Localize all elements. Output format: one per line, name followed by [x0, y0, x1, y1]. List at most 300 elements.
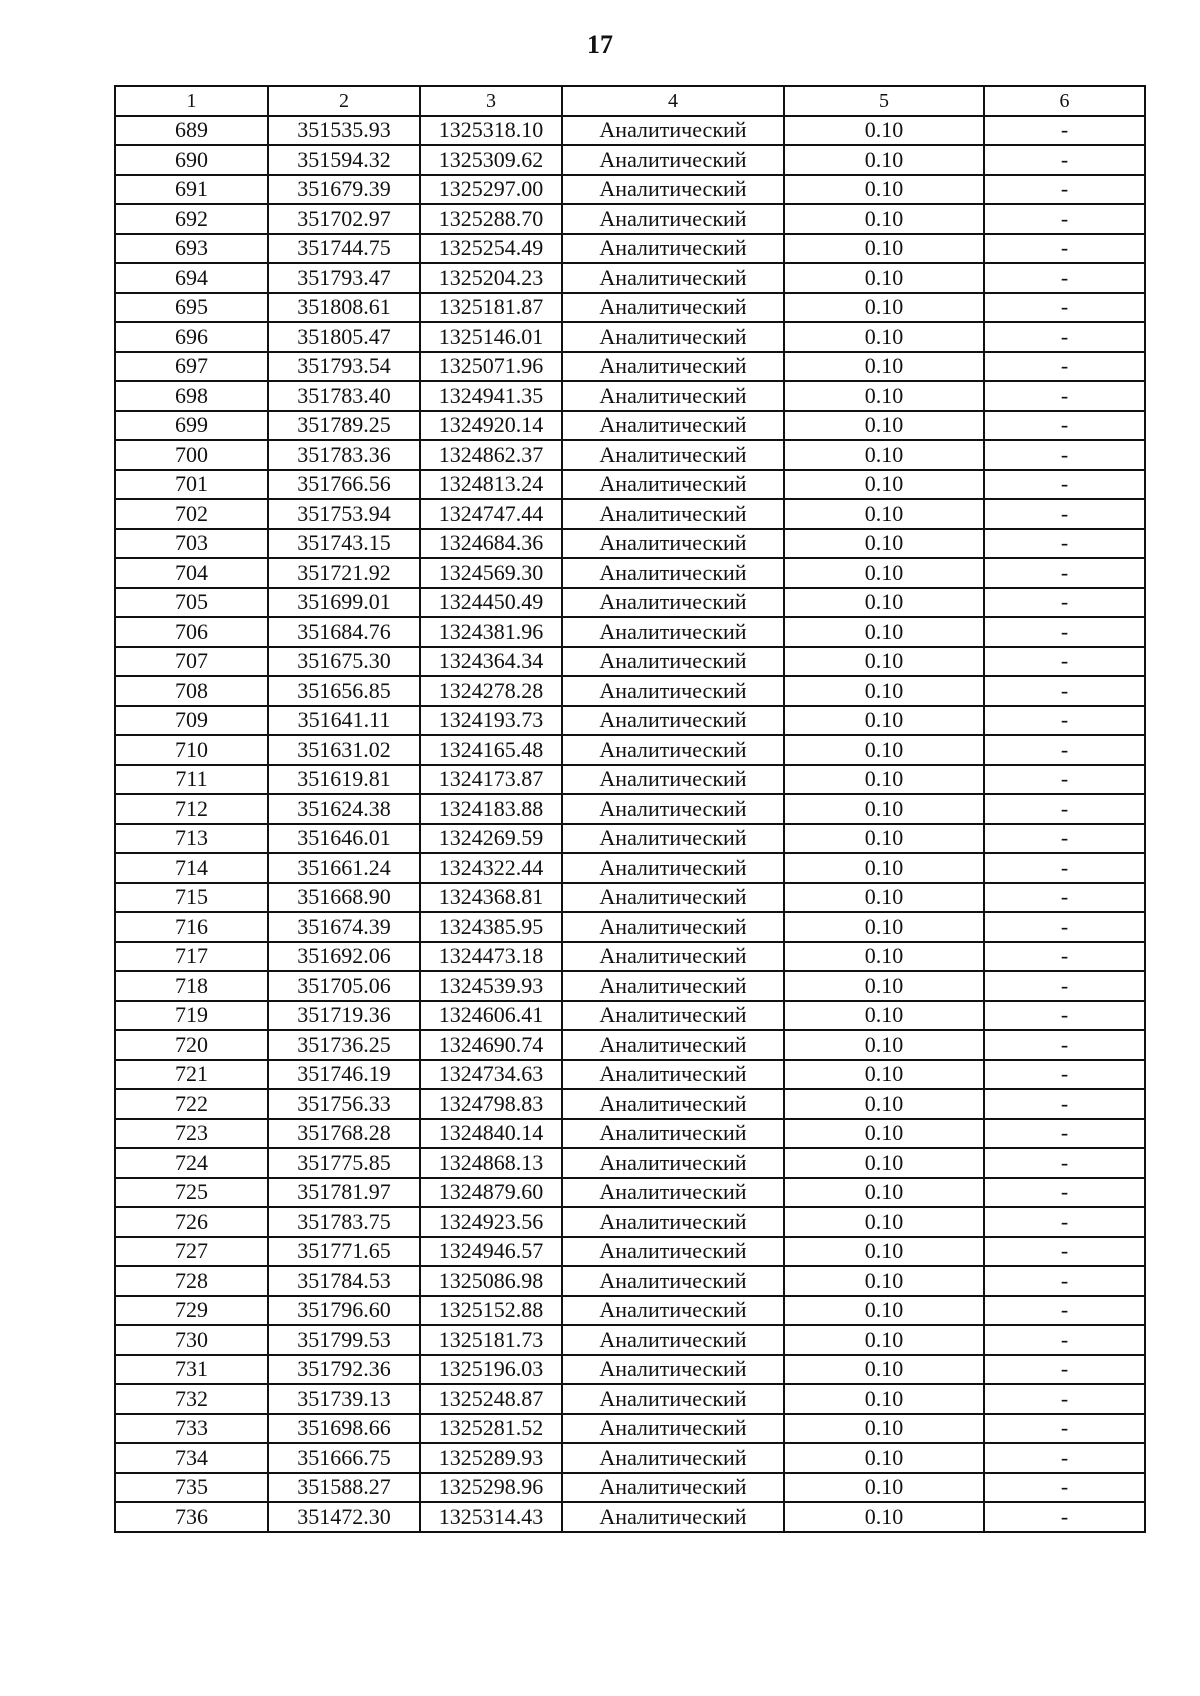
accuracy-cell: 0.10: [784, 971, 984, 1001]
note-cell: -: [984, 853, 1145, 883]
column-header: 6: [984, 86, 1145, 116]
table-row: [115, 794, 1145, 824]
accuracy-cell: 0.10: [784, 263, 984, 293]
table-row: [115, 765, 1145, 795]
point-number-cell: 722: [115, 1089, 268, 1119]
method-cell: Аналитический: [562, 706, 784, 736]
table-row: [115, 1296, 1145, 1326]
y-coordinate-cell: 1324381.96: [420, 617, 562, 647]
x-coordinate-cell: 351783.75: [268, 1207, 420, 1237]
x-coordinate-cell: 351793.54: [268, 352, 420, 382]
table-row: [115, 735, 1145, 765]
table-row: [115, 1237, 1145, 1267]
table-row: [115, 706, 1145, 736]
y-coordinate-cell: 1325289.93: [420, 1443, 562, 1473]
note-cell: -: [984, 617, 1145, 647]
point-number-cell: 725: [115, 1178, 268, 1208]
accuracy-cell: 0.10: [784, 499, 984, 529]
x-coordinate-cell: 351666.75: [268, 1443, 420, 1473]
table-row: [115, 116, 1145, 146]
y-coordinate-cell: 1324684.36: [420, 529, 562, 559]
note-cell: -: [984, 676, 1145, 706]
table-row: [115, 1148, 1145, 1178]
x-coordinate-cell: 351624.38: [268, 794, 420, 824]
y-coordinate-cell: 1324450.49: [420, 588, 562, 618]
point-number-cell: 728: [115, 1266, 268, 1296]
point-number-cell: 721: [115, 1060, 268, 1090]
y-coordinate-cell: 1324368.81: [420, 883, 562, 913]
point-number-cell: 699: [115, 411, 268, 441]
table-row: [115, 499, 1145, 529]
y-coordinate-cell: 1324278.28: [420, 676, 562, 706]
note-cell: -: [984, 1502, 1145, 1532]
accuracy-cell: 0.10: [784, 1178, 984, 1208]
x-coordinate-cell: 351739.13: [268, 1384, 420, 1414]
y-coordinate-cell: 1324868.13: [420, 1148, 562, 1178]
x-coordinate-cell: 351781.97: [268, 1178, 420, 1208]
note-cell: -: [984, 1414, 1145, 1444]
note-cell: -: [984, 1237, 1145, 1267]
column-header: 1: [115, 86, 268, 116]
y-coordinate-cell: 1324569.30: [420, 558, 562, 588]
table-row: [115, 293, 1145, 323]
table-row: [115, 1207, 1145, 1237]
table-row: [115, 1325, 1145, 1355]
accuracy-cell: 0.10: [784, 1001, 984, 1031]
note-cell: -: [984, 1355, 1145, 1385]
y-coordinate-cell: 1324840.14: [420, 1119, 562, 1149]
point-number-cell: 734: [115, 1443, 268, 1473]
table-row: [115, 1089, 1145, 1119]
point-number-cell: 703: [115, 529, 268, 559]
point-number-cell: 731: [115, 1355, 268, 1385]
point-number-cell: 691: [115, 175, 268, 205]
y-coordinate-cell: 1324173.87: [420, 765, 562, 795]
y-coordinate-cell: 1325204.23: [420, 263, 562, 293]
point-number-cell: 704: [115, 558, 268, 588]
accuracy-cell: 0.10: [784, 234, 984, 264]
y-coordinate-cell: 1325152.88: [420, 1296, 562, 1326]
table-row: [115, 529, 1145, 559]
y-coordinate-cell: 1325318.10: [420, 116, 562, 146]
note-cell: -: [984, 1119, 1145, 1149]
method-cell: Аналитический: [562, 411, 784, 441]
accuracy-cell: 0.10: [784, 883, 984, 913]
note-cell: -: [984, 381, 1145, 411]
x-coordinate-cell: 351736.25: [268, 1030, 420, 1060]
x-coordinate-cell: 351719.36: [268, 1001, 420, 1031]
x-coordinate-cell: 351588.27: [268, 1473, 420, 1503]
method-cell: Аналитический: [562, 529, 784, 559]
method-cell: Аналитический: [562, 1001, 784, 1031]
y-coordinate-cell: 1324539.93: [420, 971, 562, 1001]
note-cell: -: [984, 883, 1145, 913]
accuracy-cell: 0.10: [784, 1266, 984, 1296]
method-cell: Аналитический: [562, 470, 784, 500]
accuracy-cell: 0.10: [784, 588, 984, 618]
method-cell: Аналитический: [562, 558, 784, 588]
note-cell: -: [984, 175, 1145, 205]
note-cell: -: [984, 1443, 1145, 1473]
x-coordinate-cell: 351705.06: [268, 971, 420, 1001]
note-cell: -: [984, 824, 1145, 854]
y-coordinate-cell: 1325309.62: [420, 145, 562, 175]
table-row: [115, 204, 1145, 234]
y-coordinate-cell: 1324862.37: [420, 440, 562, 470]
x-coordinate-cell: 351619.81: [268, 765, 420, 795]
x-coordinate-cell: 351472.30: [268, 1502, 420, 1532]
method-cell: Аналитический: [562, 1414, 784, 1444]
x-coordinate-cell: 351679.39: [268, 175, 420, 205]
point-number-cell: 719: [115, 1001, 268, 1031]
accuracy-cell: 0.10: [784, 1473, 984, 1503]
y-coordinate-cell: 1324747.44: [420, 499, 562, 529]
method-cell: Аналитический: [562, 588, 784, 618]
y-coordinate-cell: 1325086.98: [420, 1266, 562, 1296]
point-number-cell: 707: [115, 647, 268, 677]
accuracy-cell: 0.10: [784, 470, 984, 500]
note-cell: -: [984, 794, 1145, 824]
y-coordinate-cell: 1324606.41: [420, 1001, 562, 1031]
point-number-cell: 706: [115, 617, 268, 647]
note-cell: -: [984, 942, 1145, 972]
table-row: [115, 234, 1145, 264]
y-coordinate-cell: 1325314.43: [420, 1502, 562, 1532]
note-cell: -: [984, 440, 1145, 470]
x-coordinate-cell: 351771.65: [268, 1237, 420, 1267]
y-coordinate-cell: 1325288.70: [420, 204, 562, 234]
method-cell: Аналитический: [562, 322, 784, 352]
method-cell: Аналитический: [562, 1266, 784, 1296]
table-row: [115, 588, 1145, 618]
note-cell: -: [984, 735, 1145, 765]
note-cell: -: [984, 558, 1145, 588]
accuracy-cell: 0.10: [784, 853, 984, 883]
point-number-cell: 736: [115, 1502, 268, 1532]
x-coordinate-cell: 351698.66: [268, 1414, 420, 1444]
point-number-cell: 715: [115, 883, 268, 913]
accuracy-cell: 0.10: [784, 1119, 984, 1149]
accuracy-cell: 0.10: [784, 1384, 984, 1414]
method-cell: Аналитический: [562, 1237, 784, 1267]
note-cell: -: [984, 1384, 1145, 1414]
method-cell: Аналитический: [562, 145, 784, 175]
method-cell: Аналитический: [562, 1355, 784, 1385]
accuracy-cell: 0.10: [784, 1148, 984, 1178]
point-number-cell: 701: [115, 470, 268, 500]
x-coordinate-cell: 351775.85: [268, 1148, 420, 1178]
accuracy-cell: 0.10: [784, 1089, 984, 1119]
x-coordinate-cell: 351594.32: [268, 145, 420, 175]
accuracy-cell: 0.10: [784, 765, 984, 795]
x-coordinate-cell: 351668.90: [268, 883, 420, 913]
note-cell: -: [984, 1030, 1145, 1060]
x-coordinate-cell: 351675.30: [268, 647, 420, 677]
method-cell: Аналитический: [562, 116, 784, 146]
coordinates-table: [114, 85, 1146, 1533]
accuracy-cell: 0.10: [784, 529, 984, 559]
table-row: [115, 676, 1145, 706]
method-cell: Аналитический: [562, 1473, 784, 1503]
point-number-cell: 714: [115, 853, 268, 883]
x-coordinate-cell: 351768.28: [268, 1119, 420, 1149]
method-cell: Аналитический: [562, 1089, 784, 1119]
x-coordinate-cell: 351743.15: [268, 529, 420, 559]
column-header: 4: [562, 86, 784, 116]
y-coordinate-cell: 1325297.00: [420, 175, 562, 205]
accuracy-cell: 0.10: [784, 381, 984, 411]
y-coordinate-cell: 1324364.34: [420, 647, 562, 677]
note-cell: -: [984, 912, 1145, 942]
y-coordinate-cell: 1325181.87: [420, 293, 562, 323]
y-coordinate-cell: 1324473.18: [420, 942, 562, 972]
accuracy-cell: 0.10: [784, 1060, 984, 1090]
point-number-cell: 723: [115, 1119, 268, 1149]
point-number-cell: 712: [115, 794, 268, 824]
point-number-cell: 711: [115, 765, 268, 795]
method-cell: Аналитический: [562, 204, 784, 234]
method-cell: Аналитический: [562, 293, 784, 323]
method-cell: Аналитический: [562, 617, 784, 647]
method-cell: Аналитический: [562, 1178, 784, 1208]
accuracy-cell: 0.10: [784, 558, 984, 588]
accuracy-cell: 0.10: [784, 440, 984, 470]
method-cell: Аналитический: [562, 824, 784, 854]
note-cell: -: [984, 706, 1145, 736]
y-coordinate-cell: 1324813.24: [420, 470, 562, 500]
x-coordinate-cell: 351784.53: [268, 1266, 420, 1296]
note-cell: -: [984, 1178, 1145, 1208]
x-coordinate-cell: 351783.40: [268, 381, 420, 411]
x-coordinate-cell: 351702.97: [268, 204, 420, 234]
y-coordinate-cell: 1325196.03: [420, 1355, 562, 1385]
x-coordinate-cell: 351805.47: [268, 322, 420, 352]
point-number-cell: 700: [115, 440, 268, 470]
column-header: 2: [268, 86, 420, 116]
x-coordinate-cell: 351684.76: [268, 617, 420, 647]
table-row: [115, 824, 1145, 854]
accuracy-cell: 0.10: [784, 912, 984, 942]
accuracy-cell: 0.10: [784, 647, 984, 677]
y-coordinate-cell: 1325281.52: [420, 1414, 562, 1444]
accuracy-cell: 0.10: [784, 824, 984, 854]
point-number-cell: 713: [115, 824, 268, 854]
method-cell: Аналитический: [562, 1296, 784, 1326]
page-number: 17: [587, 30, 613, 59]
y-coordinate-cell: 1324193.73: [420, 706, 562, 736]
y-coordinate-cell: 1324269.59: [420, 824, 562, 854]
y-coordinate-cell: 1325248.87: [420, 1384, 562, 1414]
x-coordinate-cell: 351789.25: [268, 411, 420, 441]
note-cell: -: [984, 1089, 1145, 1119]
y-coordinate-cell: 1324322.44: [420, 853, 562, 883]
point-number-cell: 694: [115, 263, 268, 293]
y-coordinate-cell: 1324941.35: [420, 381, 562, 411]
method-cell: Аналитический: [562, 499, 784, 529]
point-number-cell: 729: [115, 1296, 268, 1326]
method-cell: Аналитический: [562, 883, 784, 913]
note-cell: -: [984, 1473, 1145, 1503]
y-coordinate-cell: 1324165.48: [420, 735, 562, 765]
table-row: [115, 558, 1145, 588]
method-cell: Аналитический: [562, 1207, 784, 1237]
accuracy-cell: 0.10: [784, 1355, 984, 1385]
point-number-cell: 689: [115, 116, 268, 146]
y-coordinate-cell: 1324385.95: [420, 912, 562, 942]
method-cell: Аналитический: [562, 1060, 784, 1090]
point-number-cell: 690: [115, 145, 268, 175]
point-number-cell: 716: [115, 912, 268, 942]
table-row: [115, 912, 1145, 942]
table-row: [115, 883, 1145, 913]
y-coordinate-cell: 1324879.60: [420, 1178, 562, 1208]
note-cell: -: [984, 145, 1145, 175]
point-number-cell: 718: [115, 971, 268, 1001]
method-cell: Аналитический: [562, 1384, 784, 1414]
method-cell: Аналитический: [562, 912, 784, 942]
note-cell: -: [984, 971, 1145, 1001]
method-cell: Аналитический: [562, 942, 784, 972]
point-number-cell: 709: [115, 706, 268, 736]
table-row: [115, 381, 1145, 411]
y-coordinate-cell: 1324920.14: [420, 411, 562, 441]
note-cell: -: [984, 116, 1145, 146]
note-cell: -: [984, 1060, 1145, 1090]
table-row: [115, 175, 1145, 205]
y-coordinate-cell: 1325298.96: [420, 1473, 562, 1503]
x-coordinate-cell: 351661.24: [268, 853, 420, 883]
point-number-cell: 732: [115, 1384, 268, 1414]
point-number-cell: 702: [115, 499, 268, 529]
method-cell: Аналитический: [562, 676, 784, 706]
accuracy-cell: 0.10: [784, 1237, 984, 1267]
accuracy-cell: 0.10: [784, 1443, 984, 1473]
table-row: [115, 322, 1145, 352]
accuracy-cell: 0.10: [784, 1207, 984, 1237]
method-cell: Аналитический: [562, 765, 784, 795]
table-row: [115, 440, 1145, 470]
point-number-cell: 733: [115, 1414, 268, 1444]
point-number-cell: 696: [115, 322, 268, 352]
accuracy-cell: 0.10: [784, 1030, 984, 1060]
note-cell: -: [984, 1266, 1145, 1296]
point-number-cell: 692: [115, 204, 268, 234]
table-row: [115, 1443, 1145, 1473]
point-number-cell: 693: [115, 234, 268, 264]
table-row: [115, 1119, 1145, 1149]
note-cell: -: [984, 234, 1145, 264]
table-header-row: [115, 86, 1145, 116]
x-coordinate-cell: 351766.56: [268, 470, 420, 500]
point-number-cell: 735: [115, 1473, 268, 1503]
table-row: [115, 1266, 1145, 1296]
x-coordinate-cell: 351808.61: [268, 293, 420, 323]
y-coordinate-cell: 1325146.01: [420, 322, 562, 352]
table-row: [115, 647, 1145, 677]
note-cell: -: [984, 1207, 1145, 1237]
x-coordinate-cell: 351535.93: [268, 116, 420, 146]
method-cell: Аналитический: [562, 853, 784, 883]
y-coordinate-cell: 1324690.74: [420, 1030, 562, 1060]
accuracy-cell: 0.10: [784, 794, 984, 824]
table-row: [115, 1414, 1145, 1444]
table-row: [115, 1384, 1145, 1414]
accuracy-cell: 0.10: [784, 1325, 984, 1355]
method-cell: Аналитический: [562, 735, 784, 765]
note-cell: -: [984, 470, 1145, 500]
note-cell: -: [984, 499, 1145, 529]
table-row: [115, 1030, 1145, 1060]
y-coordinate-cell: 1324734.63: [420, 1060, 562, 1090]
point-number-cell: 705: [115, 588, 268, 618]
accuracy-cell: 0.10: [784, 204, 984, 234]
accuracy-cell: 0.10: [784, 1296, 984, 1326]
method-cell: Аналитический: [562, 1119, 784, 1149]
note-cell: -: [984, 411, 1145, 441]
point-number-cell: 717: [115, 942, 268, 972]
note-cell: -: [984, 1001, 1145, 1031]
note-cell: -: [984, 647, 1145, 677]
x-coordinate-cell: 351796.60: [268, 1296, 420, 1326]
x-coordinate-cell: 351793.47: [268, 263, 420, 293]
method-cell: Аналитический: [562, 1030, 784, 1060]
accuracy-cell: 0.10: [784, 145, 984, 175]
point-number-cell: 698: [115, 381, 268, 411]
note-cell: -: [984, 765, 1145, 795]
y-coordinate-cell: 1324798.83: [420, 1089, 562, 1119]
method-cell: Аналитический: [562, 1443, 784, 1473]
x-coordinate-cell: 351656.85: [268, 676, 420, 706]
note-cell: -: [984, 263, 1145, 293]
table-row: [115, 1001, 1145, 1031]
note-cell: -: [984, 588, 1145, 618]
point-number-cell: 727: [115, 1237, 268, 1267]
x-coordinate-cell: 351646.01: [268, 824, 420, 854]
x-coordinate-cell: 351783.36: [268, 440, 420, 470]
method-cell: Аналитический: [562, 794, 784, 824]
x-coordinate-cell: 351721.92: [268, 558, 420, 588]
method-cell: Аналитический: [562, 234, 784, 264]
accuracy-cell: 0.10: [784, 116, 984, 146]
table-row: [115, 263, 1145, 293]
point-number-cell: 710: [115, 735, 268, 765]
method-cell: Аналитический: [562, 381, 784, 411]
accuracy-cell: 0.10: [784, 352, 984, 382]
accuracy-cell: 0.10: [784, 175, 984, 205]
x-coordinate-cell: 351631.02: [268, 735, 420, 765]
x-coordinate-cell: 351753.94: [268, 499, 420, 529]
table-row: [115, 145, 1145, 175]
x-coordinate-cell: 351756.33: [268, 1089, 420, 1119]
table-body: [115, 116, 1145, 1532]
note-cell: -: [984, 529, 1145, 559]
table-row: [115, 971, 1145, 1001]
accuracy-cell: 0.10: [784, 617, 984, 647]
y-coordinate-cell: 1325071.96: [420, 352, 562, 382]
method-cell: Аналитический: [562, 352, 784, 382]
accuracy-cell: 0.10: [784, 322, 984, 352]
x-coordinate-cell: 351641.11: [268, 706, 420, 736]
x-coordinate-cell: 351674.39: [268, 912, 420, 942]
accuracy-cell: 0.10: [784, 411, 984, 441]
point-number-cell: 726: [115, 1207, 268, 1237]
table-row: [115, 617, 1145, 647]
point-number-cell: 724: [115, 1148, 268, 1178]
point-number-cell: 730: [115, 1325, 268, 1355]
method-cell: Аналитический: [562, 647, 784, 677]
x-coordinate-cell: 351792.36: [268, 1355, 420, 1385]
method-cell: Аналитический: [562, 1325, 784, 1355]
